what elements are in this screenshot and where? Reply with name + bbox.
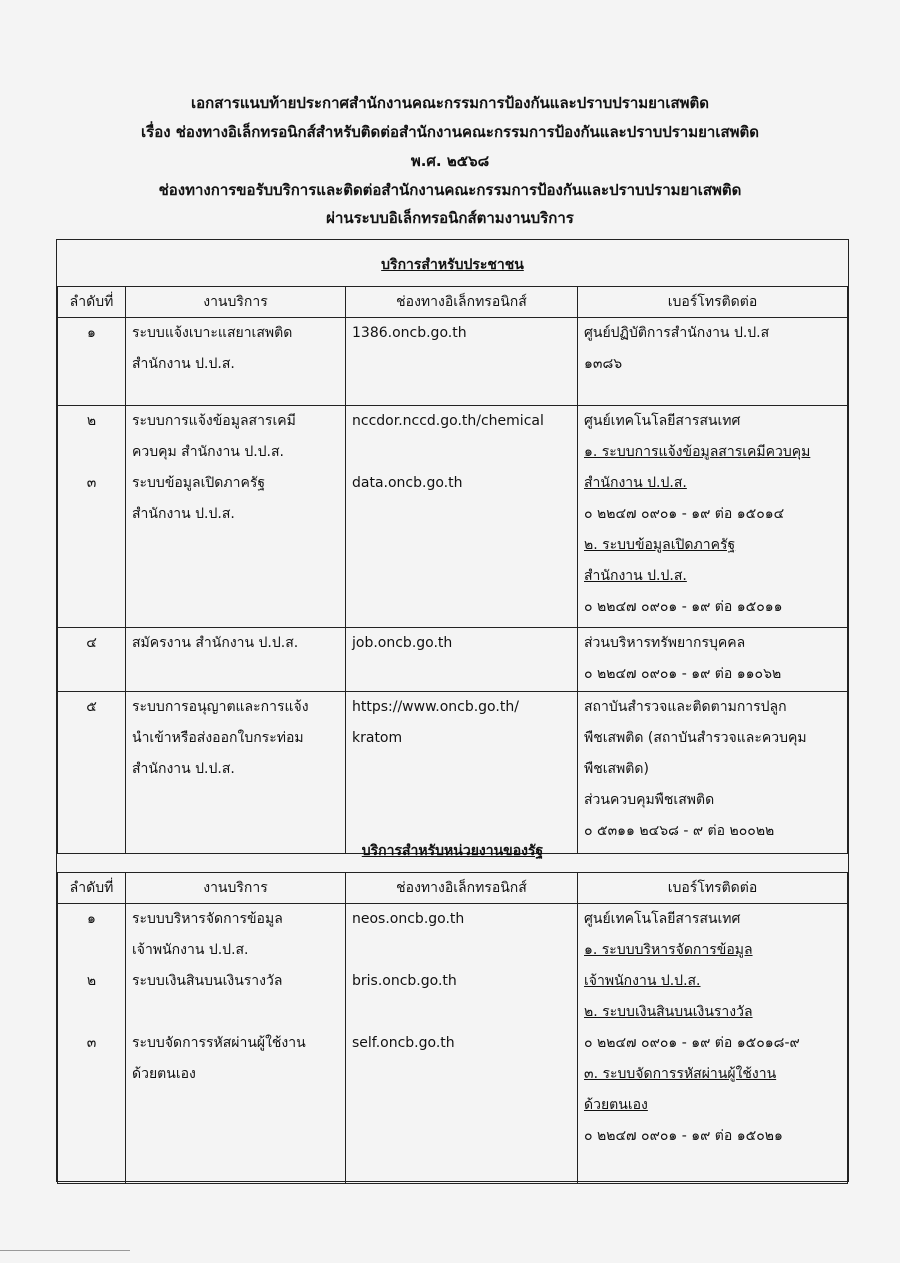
- gov-services-table: [57, 872, 848, 1184]
- contact-cell: สถาบันสำรวจและติดตามการปลูก พืชเสพติด (สถาบันสำรวจและควบคุม พืชเสพติด) ส่วนควบคุมพืชเสพติด ๐ ๕๓๑๑ ๒๔๖๘ - ๙ ต่อ ๒๐๐๒๒: [578, 692, 848, 854]
- channel-cell: [346, 406, 578, 628]
- public-services-table: [57, 286, 848, 854]
- col-header-channel: ช่องทางอิเล็กทรอนิกส์: [346, 873, 578, 904]
- channel-cell: [346, 318, 578, 406]
- public-section-title: บริการสำหรับประชาชน: [381, 257, 524, 273]
- channel-link[interactable]: job.oncb.go.th: [352, 635, 453, 651]
- channel-link[interactable]: data.oncb.go.th: [352, 475, 463, 491]
- col-header-channel: ช่องทางอิเล็กทรอนิกส์: [346, 287, 578, 318]
- channel-cell: https://www.oncb.go.th/ kratom: [346, 692, 578, 854]
- row-number: ๑ ๒ ๓: [58, 904, 126, 1184]
- channel-cell: [346, 628, 578, 692]
- contact-cell: ศูนย์เทคโนโลยีสารสนเทศ ๑. ระบบการแจ้งข้อมูลสารเคมีควบคุม สำนักงาน ป.ป.ส. ๐ ๒๒๔๗ ๐๙๐๑ - ๑๙ ต่อ ๑๕๐๑๔ ๒. ระบบข้อมูลเปิดภาครัฐ สำนักงาน ป.ป.ส. ๐ ๒๒๔๗ ๐๙๐๑ - ๑๙ ต่อ ๑๕๐๑๑: [578, 406, 848, 628]
- doc-subtitle-line1: ช่องทางการขอรับบริการและติดต่อสำนักงานคณะกรรมการป้องกันและปราบปรามยาเสพติด: [158, 181, 742, 199]
- col-header-no: ลำดับที่: [58, 873, 126, 904]
- doc-year: พ.ศ. ๒๕๖๘: [410, 152, 490, 170]
- channel-cell: [346, 904, 578, 1184]
- service-cell: ระบบแจ้งเบาะแสยาเสพติด สำนักงาน ป.ป.ส.: [126, 318, 346, 406]
- contact-cell: ศูนย์เทคโนโลยีสารสนเทศ ๑. ระบบบริหารจัดการข้อมูล เจ้าพนักงาน ป.ป.ส. ๒. ระบบเงินสินบนเงินรางวัล ๐ ๒๒๔๗ ๐๙๐๑ - ๑๙ ต่อ ๑๕๐๑๘-๙ ๓. ระบบจัดการรหัสผ่านผู้ใช้งาน ด้วยตนเอง ๐ ๒๒๔๗ ๐๙๐๑ - ๑๙ ต่อ ๑๕๐๒๑: [578, 904, 848, 1184]
- channel-link[interactable]: bris.oncb.go.th: [352, 973, 457, 989]
- table-header-row: [58, 873, 848, 904]
- service-cell: ระบบการแจ้งข้อมูลสารเคมี ควบคุม สำนักงาน ป.ป.ส. ระบบข้อมูลเปิดภาครัฐ สำนักงาน ป.ป.ส.: [126, 406, 346, 628]
- channel-link[interactable]: https://www.oncb.go.th/: [352, 699, 519, 715]
- contact-cell: ส่วนบริหารทรัพยากรบุคคล ๐ ๒๒๔๗ ๐๙๐๑ - ๑๙ ต่อ ๑๑๐๖๒: [578, 628, 848, 692]
- services-box: [56, 239, 849, 1182]
- table-row: [58, 318, 848, 406]
- row-number: ๔: [58, 628, 126, 692]
- col-header-no: ลำดับที่: [58, 287, 126, 318]
- row-number: ๒ ๓: [58, 406, 126, 628]
- doc-title-line1: เอกสารแนบท้ายประกาศสำนักงานคณะกรรมการป้องกันและปราบปรามยาเสพติด: [190, 94, 709, 112]
- table-row: [58, 692, 848, 854]
- table-row: [58, 406, 848, 628]
- row-number: ๑: [58, 318, 126, 406]
- gov-section-title: บริการสำหรับหน่วยงานของรัฐ: [361, 843, 544, 859]
- col-header-service: งานบริการ: [126, 873, 346, 904]
- channel-link[interactable]: self.oncb.go.th: [352, 1035, 455, 1051]
- col-header-contact: เบอร์โทรติดต่อ: [578, 287, 848, 318]
- service-cell: ระบบการอนุญาตและการแจ้ง นำเข้าหรือส่งออกใบกระท่อม สำนักงาน ป.ป.ส.: [126, 692, 346, 854]
- table-header-row: [58, 287, 848, 318]
- channel-link[interactable]: neos.oncb.go.th: [352, 911, 465, 927]
- doc-subtitle-line2: ผ่านระบบอิเล็กทรอนิกส์ตามงานบริการ: [326, 209, 574, 227]
- row-number: ๕: [58, 692, 126, 854]
- service-cell: สมัครงาน สำนักงาน ป.ป.ส.: [126, 628, 346, 692]
- doc-title-line2: เรื่อง ช่องทางอิเล็กทรอนิกส์สำหรับติดต่อสำนักงานคณะกรรมการป้องกันและปราบปรามยาเสพติด: [141, 123, 759, 141]
- table-row: [58, 904, 848, 1184]
- channel-link[interactable]: 1386.oncb.go.th: [352, 325, 467, 341]
- contact-cell: ศูนย์ปฏิบัติการสำนักงาน ป.ป.ส ๑๓๘๖: [578, 318, 848, 406]
- table-row: [58, 628, 848, 692]
- channel-link[interactable]: nccdor.nccd.go.th/chemical: [352, 413, 544, 429]
- col-header-contact: เบอร์โทรติดต่อ: [578, 873, 848, 904]
- scan-edge-line: [0, 1250, 130, 1251]
- service-cell: ระบบบริหารจัดการข้อมูล เจ้าพนักงาน ป.ป.ส. ระบบเงินสินบนเงินรางวัล ระบบจัดการรหัสผ่านผู้ใช้งาน ด้วยตนเอง: [126, 904, 346, 1184]
- col-header-service: งานบริการ: [126, 287, 346, 318]
